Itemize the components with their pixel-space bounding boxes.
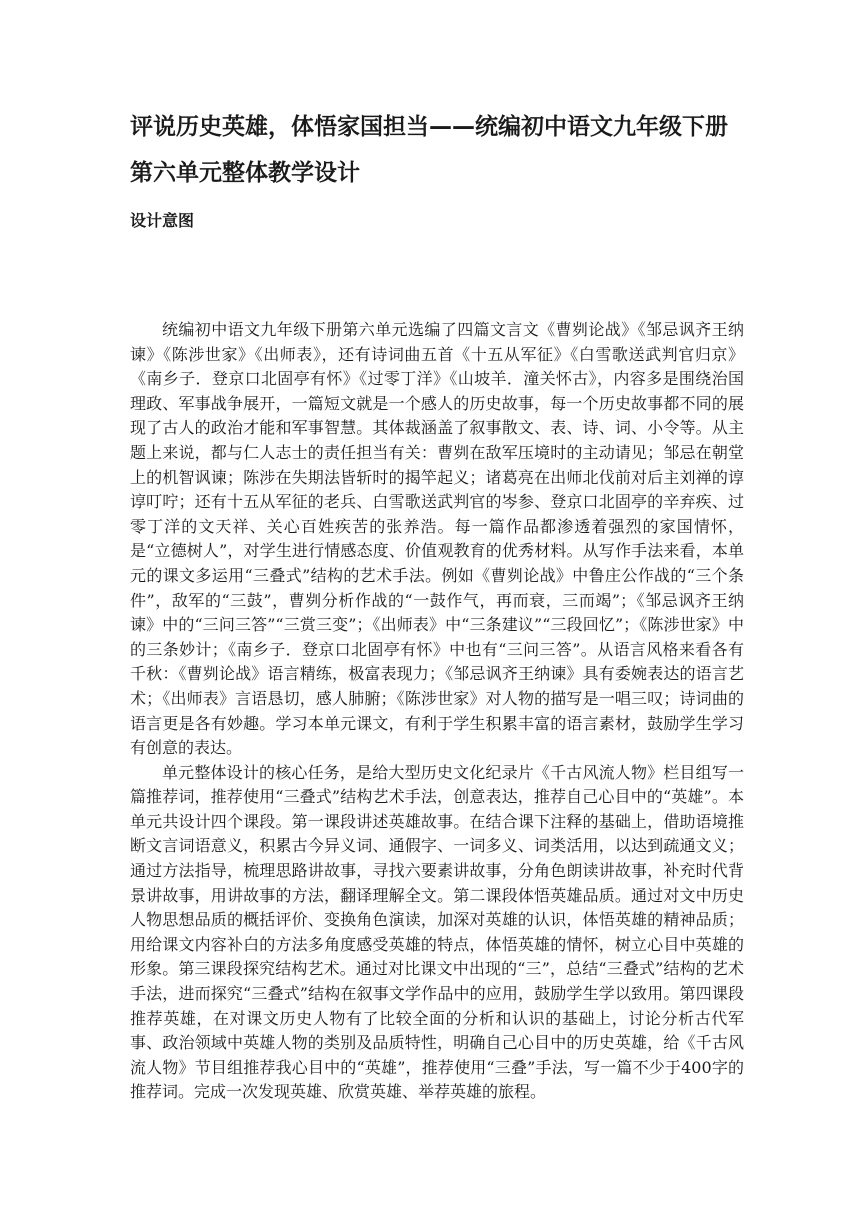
paragraph-design: 单元整体设计的核心任务，是给大型历史文化纪录片《千古风流人物》栏目组写一篇推荐词，推荐使用“三叠式”结构艺术手法，创意表达，推荐自己心目中的“英雄”。本单元共设计四个课段。第一课段讲述英雄故事。在结合课下注释的基础上，借助语境推断文言词语意义，积累古今异义词、通假字、一词多义、词类活用，以达到疏通文义；通过方法指导，梳理思路讲故事，寻找六要素讲故事，分角色朗读讲故事，补充时代背景讲故事，用讲故事的方法，翻译理解全文。第二课段体悟英雄品质。通过对文中历史人物思想品质的概括评价、变换角色演读，加深对英雄的认识，体悟英雄的精神品质；用给课文内容补白的方法多角度感受英雄的特点，体悟英雄的情怀，树立心目中英雄的形象。第三课段探究结构艺术。通过对比课文中出现的“三”，总结“三叠式”结构的艺术手法，进而探究“三叠式”结构在叙事文学作品中的应用，鼓励学生学以致用。第四课段推荐英雄，在对课文历史人物有了比较全面的分析和认识的基础上，讨论分析古代军事、政治领域中英雄人物的类别及品质特性，明确自己心目中的历史英雄，给《千古风流人物》节目组推荐我心目中的“英雄”，推荐使用“三叠”手法，写一篇不少于400字的推荐词。完成一次发现英雄、欣赏英雄、举荐英雄的旅程。 [130, 762, 744, 1102]
body-text [130, 318, 744, 1105]
section-heading: 设计意图 [130, 211, 195, 230]
document-title: 评说历史英雄，体悟家国担当——统编初中语文九年级下册第六单元整体教学设计 [130, 114, 728, 186]
paragraph-intent: 统编初中语文九年级下册第六单元选编了四篇文言文《曹刿论战》《邹忌讽齐王纳谏》《陈涉世家》《出师表》，还有诗词曲五首《十五从军征》《白雪歌送武判官归京》《南乡子．登京口北固亭有怀》《过零丁洋》《山坡羊．潼关怀古》，内容多是围绕治国理政、军事战争展开，一篇短文就是一个感人的历史故事，每一个历史故事都不同的展现了古人的政治才能和军事智慧。其体裁涵盖了叙事散文、表、诗、词、小令等。从主题上来说，都与仁人志士的责任担当有关：曹刿在敌军压境时的主动请见；邹忌在朝堂上的机智讽谏；陈涉在失期法皆斩时的揭竿起义；诸葛亮在出师北伐前对后主刘禅的谆谆叮咛；还有十五从军征的老兵、白雪歌送武判官的岑参、登京口北固亭的辛弃疾、过零丁洋的文天祥、关心百姓疾苦的张养浩。每一篇作品都渗透着强烈的家国情怀，是“立德树人”，对学生进行情感态度、价值观教育的优秀材料。从写作手法来看，本单元的课文多运用“三叠式”结构的艺术手法。例如《曹刿论战》中鲁庄公作战的“三个条件”，敌军的“三鼓”，曹刿分析作战的“一鼓作气，再而衰，三而竭”；《邹忌讽齐王纳谏》中的“三问三答”“三赏三变”；《出师表》中“三条建议”“三段回忆”；《陈涉世家》中的三条妙计；《南乡子．登京口北固亭有怀》中也有“三问三答”。从语言风格来看各有千秋：《曹刿论战》语言精练，极富表现力；《邹忌讽齐王纳谏》具有委婉表达的语言艺术；《出师表》言语恳切，感人肺腑；《陈涉世家》对人物的描写是一唱三叹；诗词曲的语言更是各有妙趣。学习本单元课文，有利于学生积累丰富的语言素材，鼓励学生学习有创意的表达。 [130, 320, 744, 758]
